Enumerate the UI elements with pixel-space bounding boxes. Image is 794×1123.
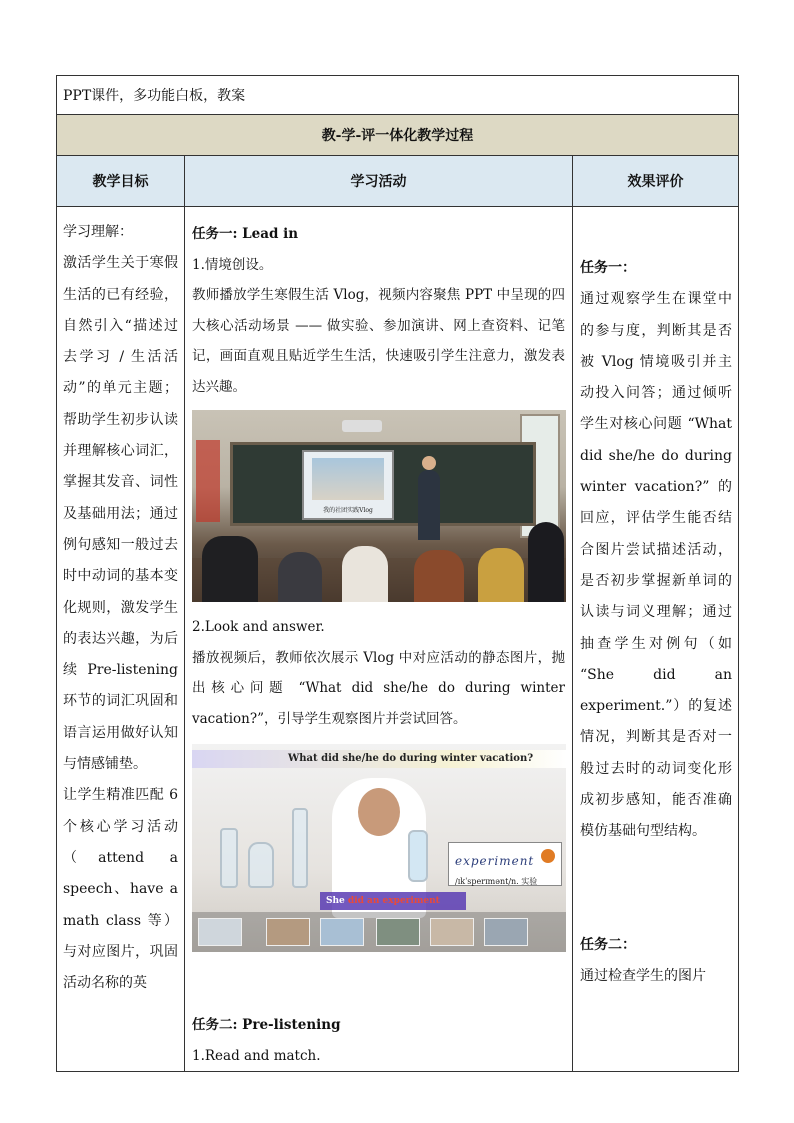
apple-icon bbox=[541, 849, 555, 863]
goals-heading: 学习理解： bbox=[63, 224, 133, 240]
question-banner: What did she/he do during winter vacation? bbox=[192, 750, 566, 768]
evaluation-cell bbox=[573, 207, 739, 1072]
header-evaluation: 效果评价 bbox=[573, 156, 739, 207]
screen-caption: 我的社团实践Vlog bbox=[323, 507, 373, 514]
materials-cell: PPT课件，多功能白板，教案 bbox=[57, 76, 739, 115]
header-goals: 教学目标 bbox=[57, 156, 185, 207]
activities-cell bbox=[185, 207, 573, 1072]
thumbnail-strip bbox=[192, 912, 566, 952]
goals-paragraph-1: 激活学生关于寒假生活的已有经验，自然引入“描述过去学习 / 生活活动”的单元主题；帮助学生初步认读并理解核心词汇，掌握其发音、词性及基础用法；通过例句感知一般过去时中动词的基本变化规则，激发学生的表达兴趣，为后续 Pre-listening 环节的词汇巩固和语言运用做好认知与情感铺垫。 bbox=[63, 255, 178, 773]
vocabulary-word: experiment bbox=[455, 854, 535, 868]
goals-paragraph-2: 让学生精准匹配 6 个核心学习活动（attend a speech、have a math class 等）与对应图片，巩固活动名称的英 bbox=[63, 787, 178, 992]
vocabulary-phonetic: /ɪkˈsperɪmənt/n. 实验 bbox=[455, 877, 538, 886]
section-title: 教-学-评一体化教学过程 bbox=[57, 115, 739, 156]
projector-screen bbox=[302, 450, 394, 520]
experiment-photo bbox=[192, 744, 566, 952]
task1-title: 任务一: Lead in bbox=[192, 226, 299, 242]
task1-step2: 2.Look and answer. bbox=[192, 619, 325, 635]
classroom-photo bbox=[192, 410, 566, 602]
task2-title: 任务二: Pre-listening bbox=[192, 1017, 341, 1033]
header-activities: 学习活动 bbox=[185, 156, 573, 207]
lesson-plan-table bbox=[56, 75, 739, 1072]
task2-step1: 1.Read and match. bbox=[192, 1047, 321, 1064]
eval-task2-title: 任务二： bbox=[580, 936, 636, 953]
example-sentence: She did an experiment bbox=[320, 892, 466, 910]
vocabulary-card bbox=[448, 842, 562, 886]
goals-cell bbox=[57, 207, 185, 1072]
eval-task1-text: 通过观察学生在课堂中的参与度，判断其是否被 Vlog 情境吸引并主动投入问答；通过倾听学生对核心问题 “What did she/he do during winter vacation?” 的回应，评估学生能否结合图片尝试描述活动，是否初步掌握新单词的认读与词义理解；通过抽查学生对例句（如 “She did an experiment.”）的复述情况，判断其是否对一般过去时的动词变化形成初步感知，能否准确模仿基础句型结构。 bbox=[580, 291, 732, 840]
eval-task1-title: 任务一： bbox=[580, 260, 636, 276]
task1-step1: 1.情境创设。 bbox=[192, 256, 273, 273]
eval-task2-text: 通过检查学生的图片 bbox=[580, 967, 706, 984]
task1-step2-text: 播放视频后，教师依次展示 Vlog 中对应活动的静态图片，抛出核心问题 “What did she/he do during winter vacation?”，引导学生观察图片并尝试回答。 bbox=[192, 649, 565, 727]
task1-step1-text: 教师播放学生寒假生活 Vlog，视频内容聚焦 PPT 中呈现的四大核心活动场景 —— 做实验、参加演讲、网上查资料、记笔记，画面直观且贴近学生生活，快速吸引学生注意力，激发表达兴趣。 bbox=[192, 287, 565, 395]
